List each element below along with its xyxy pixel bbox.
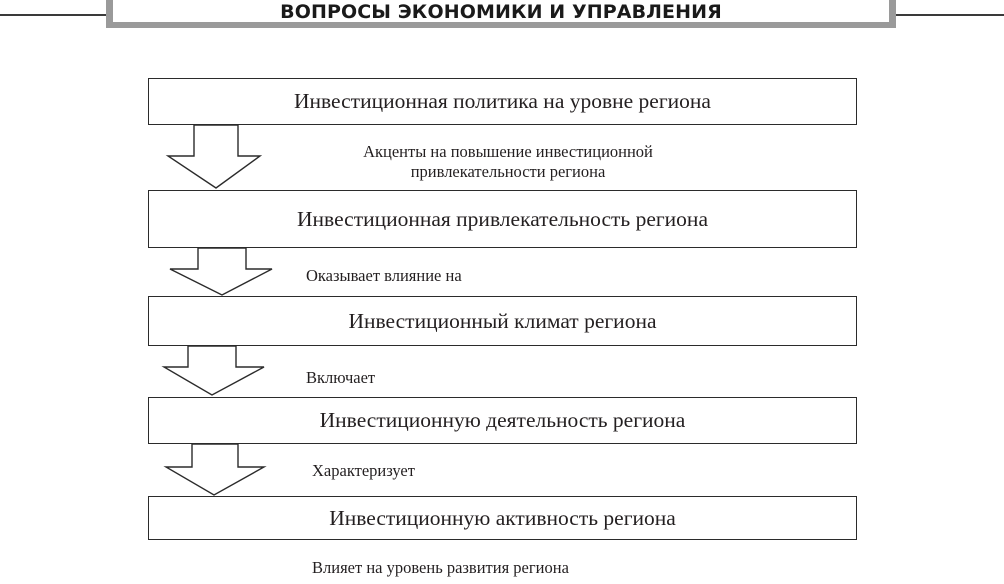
box-investment-attractiveness — [148, 190, 857, 248]
header-rule-left — [0, 14, 106, 16]
box-label: Инвестиционная привлекательность региона — [297, 206, 708, 231]
down-arrow-icon — [160, 345, 272, 397]
box-investment-climate — [148, 296, 857, 346]
journal-header-title: ВОПРОСЫ ЭКОНОМИКИ И УПРАВЛЕНИЯ — [280, 1, 722, 23]
box-label: Инвестиционную деятельность региона — [319, 408, 686, 432]
footer-label-development: Влияет на уровень развития региона — [312, 558, 569, 577]
connector-label-line: привлекательности региона — [410, 162, 606, 181]
header-rule-right — [896, 14, 1004, 16]
box-label: Инвестиционный климат региона — [348, 308, 657, 333]
box-label: Инвестиционную активность региона — [329, 505, 676, 530]
connector-label-line: Акценты на повышение инвестиционной — [363, 142, 653, 161]
box-investment-activeness — [148, 496, 857, 540]
down-arrow-icon — [164, 124, 264, 190]
connector-label-includes: Включает — [306, 368, 376, 387]
connector-label-influences: Оказывает влияние на — [306, 266, 462, 285]
connector-label-emphasis — [318, 142, 698, 182]
down-arrow-icon — [164, 247, 276, 297]
box-investment-activity — [148, 397, 857, 444]
down-arrow-icon — [162, 443, 272, 497]
box-investment-policy — [148, 78, 857, 125]
connector-label-characterizes: Характеризует — [312, 461, 415, 480]
box-label: Инвестиционная политика на уровне региона — [294, 89, 711, 113]
